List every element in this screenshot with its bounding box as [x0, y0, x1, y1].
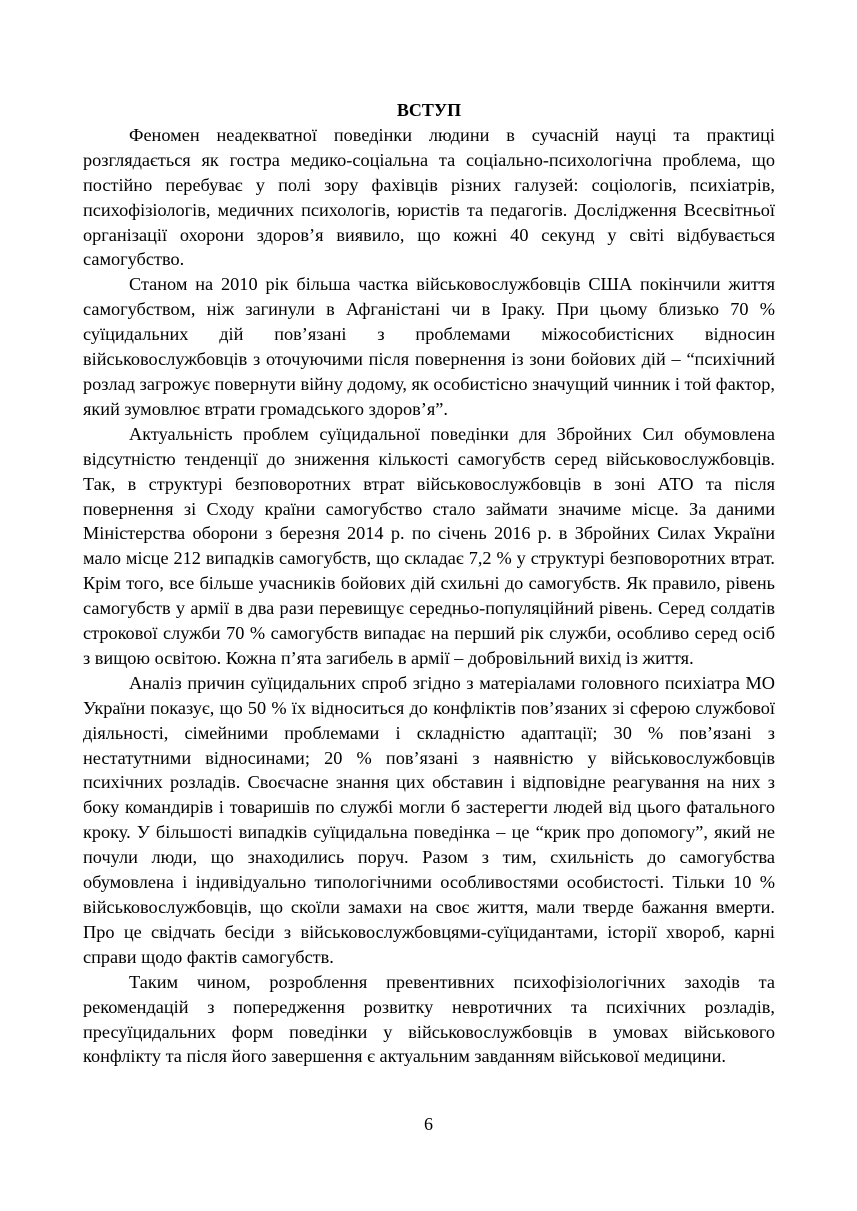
paragraph-1: Феномен неадекватної поведінки людини в сучасній науці та практиці розглядається як гостра медико-соціальна та соціально-психологічна проблема, що постійно перебуває у полі зору фахівців різних галузей: соціологів, психіатрів, психофізіологів, медичних психологів, юристів та педагогів. Дослідження Всесвітньої організації охорони здоров’я виявило, що кожні 40 секунд у світі відбувається самогубство. — [83, 124, 775, 270]
paragraph-2: Станом на 2010 рік більша частка військовослужбовців США покінчили життя самогубством, ніж загинули в Афганістані чи в Іраку. При цьому близько 70 % суїцидальних дій пов’язані з проблемами міжособистісних відносин військовослужбовців з оточуючими після повернення із зони бойових дій – “психічний розлад загрожує повернути війну додому, як особистісно значущий чинник і той фактор, який зумовлює втрати громадського здоров’я”. — [83, 274, 775, 419]
page-number: 6 — [424, 1114, 433, 1134]
paragraph-3: Актуальність проблем суїцидальної поведінки для Збройних Сил обумовлена відсутністю тенденції до зниження кількості самогубств серед військовослужбовців. Так, в структурі безповоротних втрат військовослужбовців в зоні АТО та після повернення зі Сходу країни самогубство стало займати значиме місце. За даними Міністерства оборони з березня 2014 р. по січень 2016 р. в Збройних Силах України мало місце 212 випадків самогубств, що складає 7,2 % у структурі безповоротних втрат. Крім того, все більше учасників бойових дій схильні до самогубств. Як правило, рівень самогубств у армії в два рази перевищує середньо-популяційний рівень. Серед солдатів строкової служби 70 % самогубств випадає на перший рік служби, особливо серед осіб з вищою освітою. Кожна п’ята загибель в армії – добровільний вихід із життя. — [83, 423, 775, 668]
paragraph-4: Аналіз причин суїцидальних спроб згідно з матеріалами головного психіатра МО України показує, що 50 % їх відноситься до конфліктів пов’язаних зі сферою службової діяльності, сімейними проблемами і складністю адаптації; 30 % пов’язані з нестатутними відносинами; 20 % пов’язані з наявністю у військовослужбовців психічних розладів. Своєчасне знання цих обставин і відповідне реагування на них з боку командирів і товаришів по службі могли б застерегти людей від цього фатального кроку. У більшості випадків суїцидальна поведінка – це “крик про допомогу”, який не почули люди, що знаходились поруч. Разом з тим, схильність до самогубства обумовлена і індивідуально типологічними особливостями особистості. Тільки 10 % військовослужбовців, що скоїли замахи на своє життя, мали тверде бажання вмерти. Про це свідчать бесіди з військовослужбовцями-суїцидантами, історії хвороб, карні справи щодо фактів самогубств. — [83, 672, 775, 967]
document-body — [83, 98, 775, 1069]
paragraph-5: Таким чином, розроблення превентивних психофізіологічних заходів та рекомендацій з попередження розвитку невротичних та психічних розладів, пресуїцидальних форм поведінки у військовослужбовців в умовах військового конфлікту та після його завершення є актуальним завданням військової медицини. — [83, 971, 775, 1067]
page-title: ВСТУП — [396, 100, 462, 120]
